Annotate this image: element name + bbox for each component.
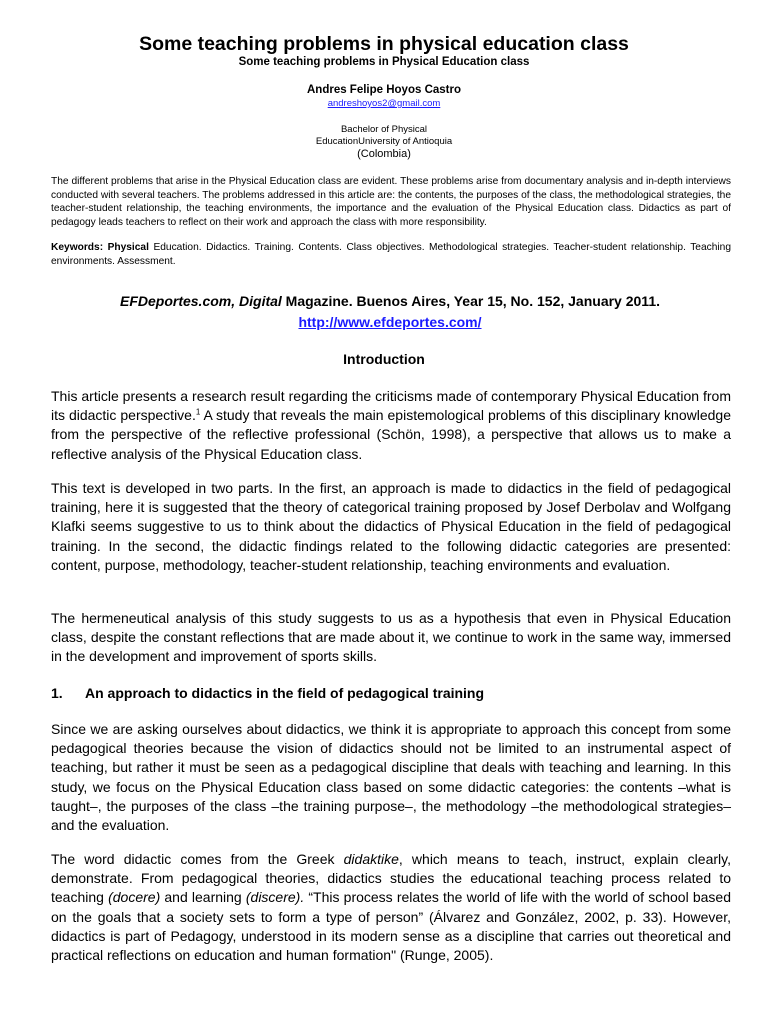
section-1-heading — [51, 684, 731, 703]
author-email — [0, 98, 768, 110]
intro-paragraph-1 — [51, 387, 731, 464]
intro-p1-text-a: This article presents a research result regarding the criticisms made of contemporary Physical Education from its didactic perspective. — [51, 388, 731, 424]
keywords-text: Education. Didactics. Training. Contents. Class objectives. Methodological strategies. Teacher-student relationship. Teaching environments. Assessment. — [51, 242, 731, 267]
subtitle: Some teaching problems in Physical Education class — [238, 56, 530, 68]
affiliation-line-2: EducationUniversity of Antioquia — [315, 136, 453, 147]
intro-paragraph-2: This text is developed in two parts. In the first, an approach is made to didactics in the field of pedagogical training, here it is suggested that the theory of categorical training proposed by Josef Derbolav and Wolfgang Klafki seems suggestive to us to think about the didactics of Physical Education in the field of pedagogical training. In the second, the didactic findings related to the following didactic categories are presented: content, purpose, methodology, teacher-student relationship, teaching environments and evaluation. — [51, 480, 731, 573]
section-number: 1. — [51, 685, 63, 701]
p5-italic-docere: (docere) — [108, 889, 161, 906]
section-1-paragraph-1: Since we are asking ourselves about didactics, we think it is appropriate to approach this concept from some pedagogical theories because the vision of didactics should not be limited to an instrumental aspect of teaching, but rather it must be seen as a pedagogical discipline that deals with teaching and learning. In this study, we focus on the Physical Education class based on some didactic categories: the contents –what is taught–, the purposes of the class –the training purpose–, the methodology –the methodological strategies– and the evaluation. — [51, 721, 731, 834]
p5-text-b: , which means to teach, instruct, explain clearly, demonstrate. From pedagogical theories, didactics studies the educational teaching process related to teaching — [51, 851, 731, 906]
p5-italic-discere: (discere). — [245, 889, 305, 906]
p5-italic-didaktike: didaktike — [343, 851, 399, 867]
footnote-marker[interactable]: 1 — [195, 407, 201, 417]
keywords — [51, 241, 731, 268]
author-name: Andres Felipe Hoyos Castro — [306, 84, 461, 96]
country: (Colombia) — [357, 148, 411, 160]
magazine-citation — [100, 291, 680, 333]
affiliation — [0, 124, 768, 148]
magazine-url-link[interactable]: http://www.efdeportes.com/ — [298, 314, 482, 330]
intro-p1-text-b: A study that reveals the main epistemological problems of this disciplinary knowledge from the perspective of the reflective professional (Schön, 1998), a perspective that allows us to make a reflective analysis of the Physical Education class. — [51, 407, 731, 462]
section-title: An approach to didactics in the field of pedagogical training — [85, 685, 485, 701]
email-link[interactable]: andreshoyos2@gmail.com — [327, 98, 441, 109]
page-title: Some teaching problems in physical education class — [139, 33, 629, 55]
magazine-details: Magazine. Buenos Aires, Year 15, No. 152, January 2011. — [281, 293, 660, 309]
abstract: The different problems that arise in the Physical Education class are evident. These problems arise from documentary analysis and in-depth interviews conducted with several teachers. The problems addressed in this article are: the contents, the purposes of the class, the methodological strategies, the teacher-student relationship, the teaching environments, the importance and the evaluation of the Physical Education class. Didactics as part of pedagogy leads teachers to reflect on their work and approach the class with more responsibility. — [51, 176, 731, 228]
introduction-heading: Introduction — [343, 351, 425, 367]
p5-text-c: and learning — [160, 889, 246, 906]
affiliation-line-1: Bachelor of Physical — [340, 124, 428, 135]
keywords-label: Keywords: Physical — [51, 242, 149, 253]
magazine-name: EFDeportes.com, Digital — [119, 293, 282, 309]
p5-text-a: The word didactic comes from the Greek — [51, 851, 344, 867]
section-1-paragraph-2 — [51, 850, 731, 965]
intro-paragraph-3: The hermeneutical analysis of this study suggests to us as a hypothesis that even in Physical Education class, despite the constant reflections that are made about it, we continue to work in the same way, immersed in the development and improvement of sports skills. — [51, 610, 731, 665]
p5-text-d: “This process relates the world of life with the world of school based on the goals that a society sets to form a type of person” (Álvarez and González, 2002, p. 33). However, didactics is part of Pedagogy, understood in its modern sense as a discipline that carries out theoretical and practical reflections on education and human formation" (Runge, 2005). — [51, 889, 731, 964]
